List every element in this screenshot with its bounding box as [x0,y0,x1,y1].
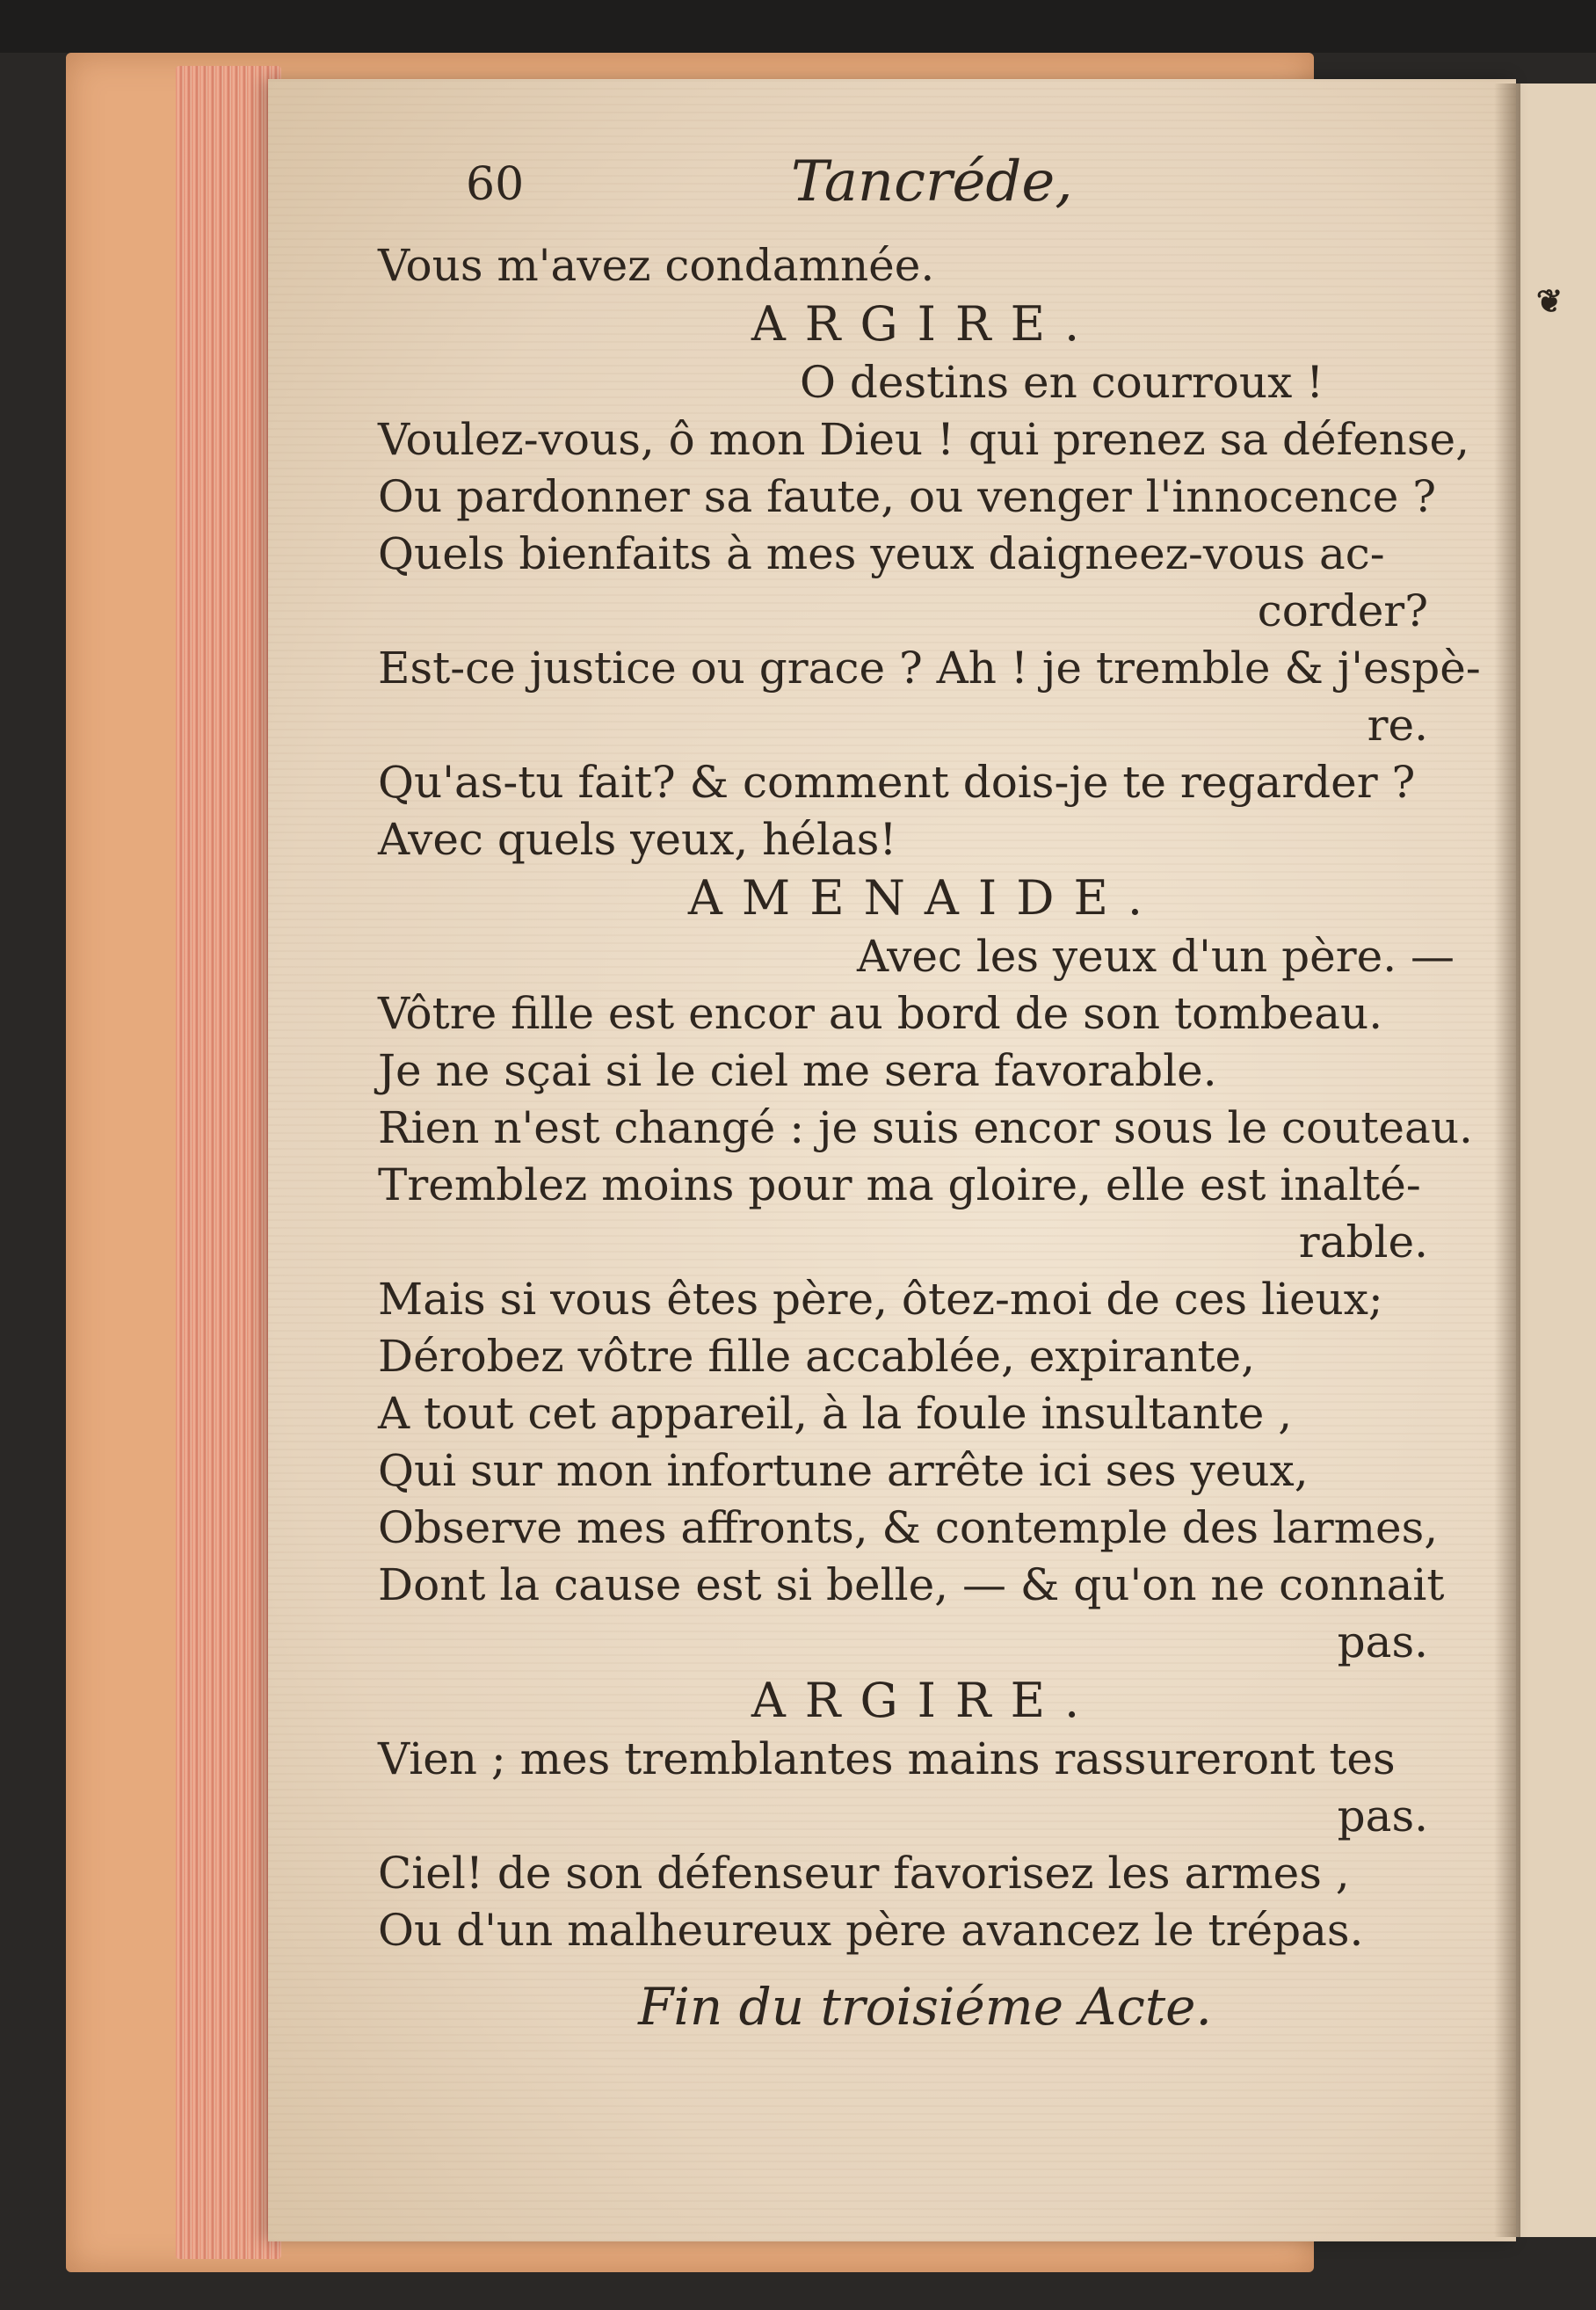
verse-line: A tout cet appareil, à la foule insultante , [378,1388,1293,1439]
verse-line: Vous m'avez condamnée. [378,240,935,291]
verse-continuation: rable. [1298,1217,1428,1268]
facing-page [1510,84,1596,2237]
verse-continuation: corder? [1257,585,1428,636]
verse-continuation: pas. [1337,1616,1428,1667]
verse-line: Ou pardonner sa faute, ou venger l'innocence ? [378,471,1437,522]
speaker-name: ARGIRE. [751,1673,1099,1728]
ornament-fragment: ❦ [1536,283,1563,320]
verse-line: Ou d'un malheureux père avancez le trépas. [378,1905,1364,1956]
verse-line: Voulez-vous, ô mon Dieu ! qui prenez sa défense, [378,414,1470,465]
verse-line: O destins en courroux ! [800,357,1324,408]
speaker-name: AMENAIDE. [687,870,1163,926]
verse-line: Mais si vous êtes père, ôtez-moi de ces lieux; [378,1274,1383,1325]
page-number: 60 [466,158,525,211]
page-header [378,149,1472,237]
verse-line: Dérobez vôtre fille accablée, expirante, [378,1331,1256,1382]
verse-line: Rien n'est changé : je suis encor sous le couteau. [378,1102,1473,1153]
act-end-note: Fin du troisiéme Acte. [638,1977,1212,2037]
verse-line: Observe mes affronts, & contemple des larmes, [378,1502,1439,1553]
verse-line: Qui sur mon infortune arrête ici ses yeux, [378,1445,1309,1496]
running-title: Tancréde, [791,149,1073,214]
page-gutter [1494,84,1520,2237]
verse-line: Est-ce justice ou grace ? Ah ! je tremble & j'espè- [378,643,1481,694]
verse-line: Dont la cause est si belle, — & qu'on ne connait [378,1559,1445,1610]
verse-line: Avec les yeux d'un père. — [856,931,1455,982]
verse-line: Tremblez moins pour ma gloire, elle est inalté- [378,1159,1421,1210]
verse-line: Quels bienfaits à mes yeux daigneez-vous ac- [378,528,1385,579]
speaker-name: ARGIRE. [751,296,1099,352]
verse-line: Vien ; mes tremblantes mains rassureront tes [378,1733,1396,1784]
verse-line: Ciel! de son défenseur favorisez les armes , [378,1848,1350,1899]
verse-line: Je ne sçai si le ciel me sera favorable. [378,1045,1217,1096]
background-top [0,0,1596,53]
page-text [378,149,1481,2042]
verse-line: Avec quels yeux, hélas! [378,814,897,865]
verse-continuation: pas. [1337,1791,1428,1841]
page-edges [176,66,281,2259]
verse-line: Vôtre fille est encor au bord de son tombeau. [378,988,1383,1039]
verse-lines [378,237,1481,1959]
verse-line: Qu'as-tu fait? & comment dois-je te regarder ? [378,757,1416,808]
verse-continuation: re. [1367,700,1428,751]
